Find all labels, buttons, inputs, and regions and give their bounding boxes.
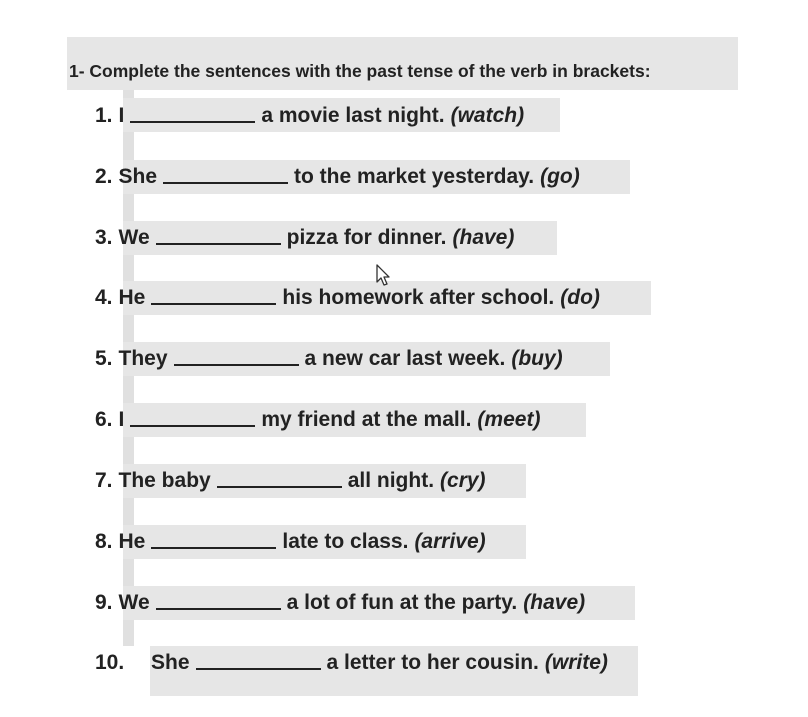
question-item [95, 345, 563, 373]
question-text: all night. [347, 469, 435, 492]
question-subject: She [118, 165, 158, 188]
verb-hint: (arrive) [414, 530, 486, 553]
answer-blank[interactable] [130, 103, 255, 123]
question-number: 2. [95, 165, 113, 188]
verb-hint: (go) [540, 165, 580, 188]
question-subject: She [151, 651, 190, 674]
question-subject: I [118, 104, 125, 127]
question-number: 10. [95, 651, 125, 674]
question-number: 8. [95, 530, 113, 553]
question-subject: They [118, 347, 168, 370]
question-text: my friend at the mall. [261, 408, 472, 431]
question-number: 3. [95, 226, 113, 249]
verb-hint: (buy) [511, 347, 563, 370]
answer-blank[interactable] [196, 650, 321, 670]
verb-hint: (have) [452, 226, 515, 249]
verb-hint: (have) [523, 591, 586, 614]
question-number: 1. [95, 104, 113, 127]
answer-blank[interactable] [156, 225, 281, 245]
instructions-heading: 1- Complete the sentences with the past tense of the verb in brackets: [69, 61, 651, 81]
answer-blank[interactable] [174, 346, 299, 366]
verb-hint: (cry) [440, 469, 486, 492]
question-item [95, 224, 514, 252]
question-text: his homework after school. [282, 286, 555, 309]
question-number: 9. [95, 591, 113, 614]
answer-blank[interactable] [151, 285, 276, 305]
question-subject: He [118, 286, 146, 309]
question-subject: We [118, 226, 150, 249]
question-number: 6. [95, 408, 113, 431]
answer-blank[interactable] [156, 590, 281, 610]
question-item [95, 102, 524, 130]
question-item [95, 467, 486, 495]
answer-blank[interactable] [217, 468, 342, 488]
verb-hint: (watch) [450, 104, 525, 127]
question-text: to the market yesterday. [294, 165, 535, 188]
question-item [95, 528, 486, 556]
verb-hint: (write) [544, 651, 608, 674]
verb-hint: (do) [560, 286, 600, 309]
question-subject: He [118, 530, 146, 553]
verb-hint: (meet) [477, 408, 541, 431]
question-subject: The baby [118, 469, 211, 492]
question-text: a new car last week. [304, 347, 506, 370]
question-item [95, 284, 600, 312]
question-number: 5. [95, 347, 113, 370]
question-item [95, 406, 540, 434]
question-text: a lot of fun at the party. [286, 591, 518, 614]
question-subject: I [118, 408, 125, 431]
question-text: late to class. [282, 530, 409, 553]
question-text: a letter to her cousin. [326, 651, 539, 674]
question-item [95, 589, 585, 617]
question-number: 4. [95, 286, 113, 309]
answer-blank[interactable] [151, 529, 276, 549]
question-subject: We [118, 591, 150, 614]
question-text: pizza for dinner. [286, 226, 447, 249]
question-item [95, 649, 608, 677]
question-item [95, 163, 580, 191]
answer-blank[interactable] [163, 164, 288, 184]
answer-blank[interactable] [130, 407, 255, 427]
mouse-cursor-icon [376, 264, 392, 288]
question-text: a movie last night. [261, 104, 445, 127]
question-number: 7. [95, 469, 113, 492]
